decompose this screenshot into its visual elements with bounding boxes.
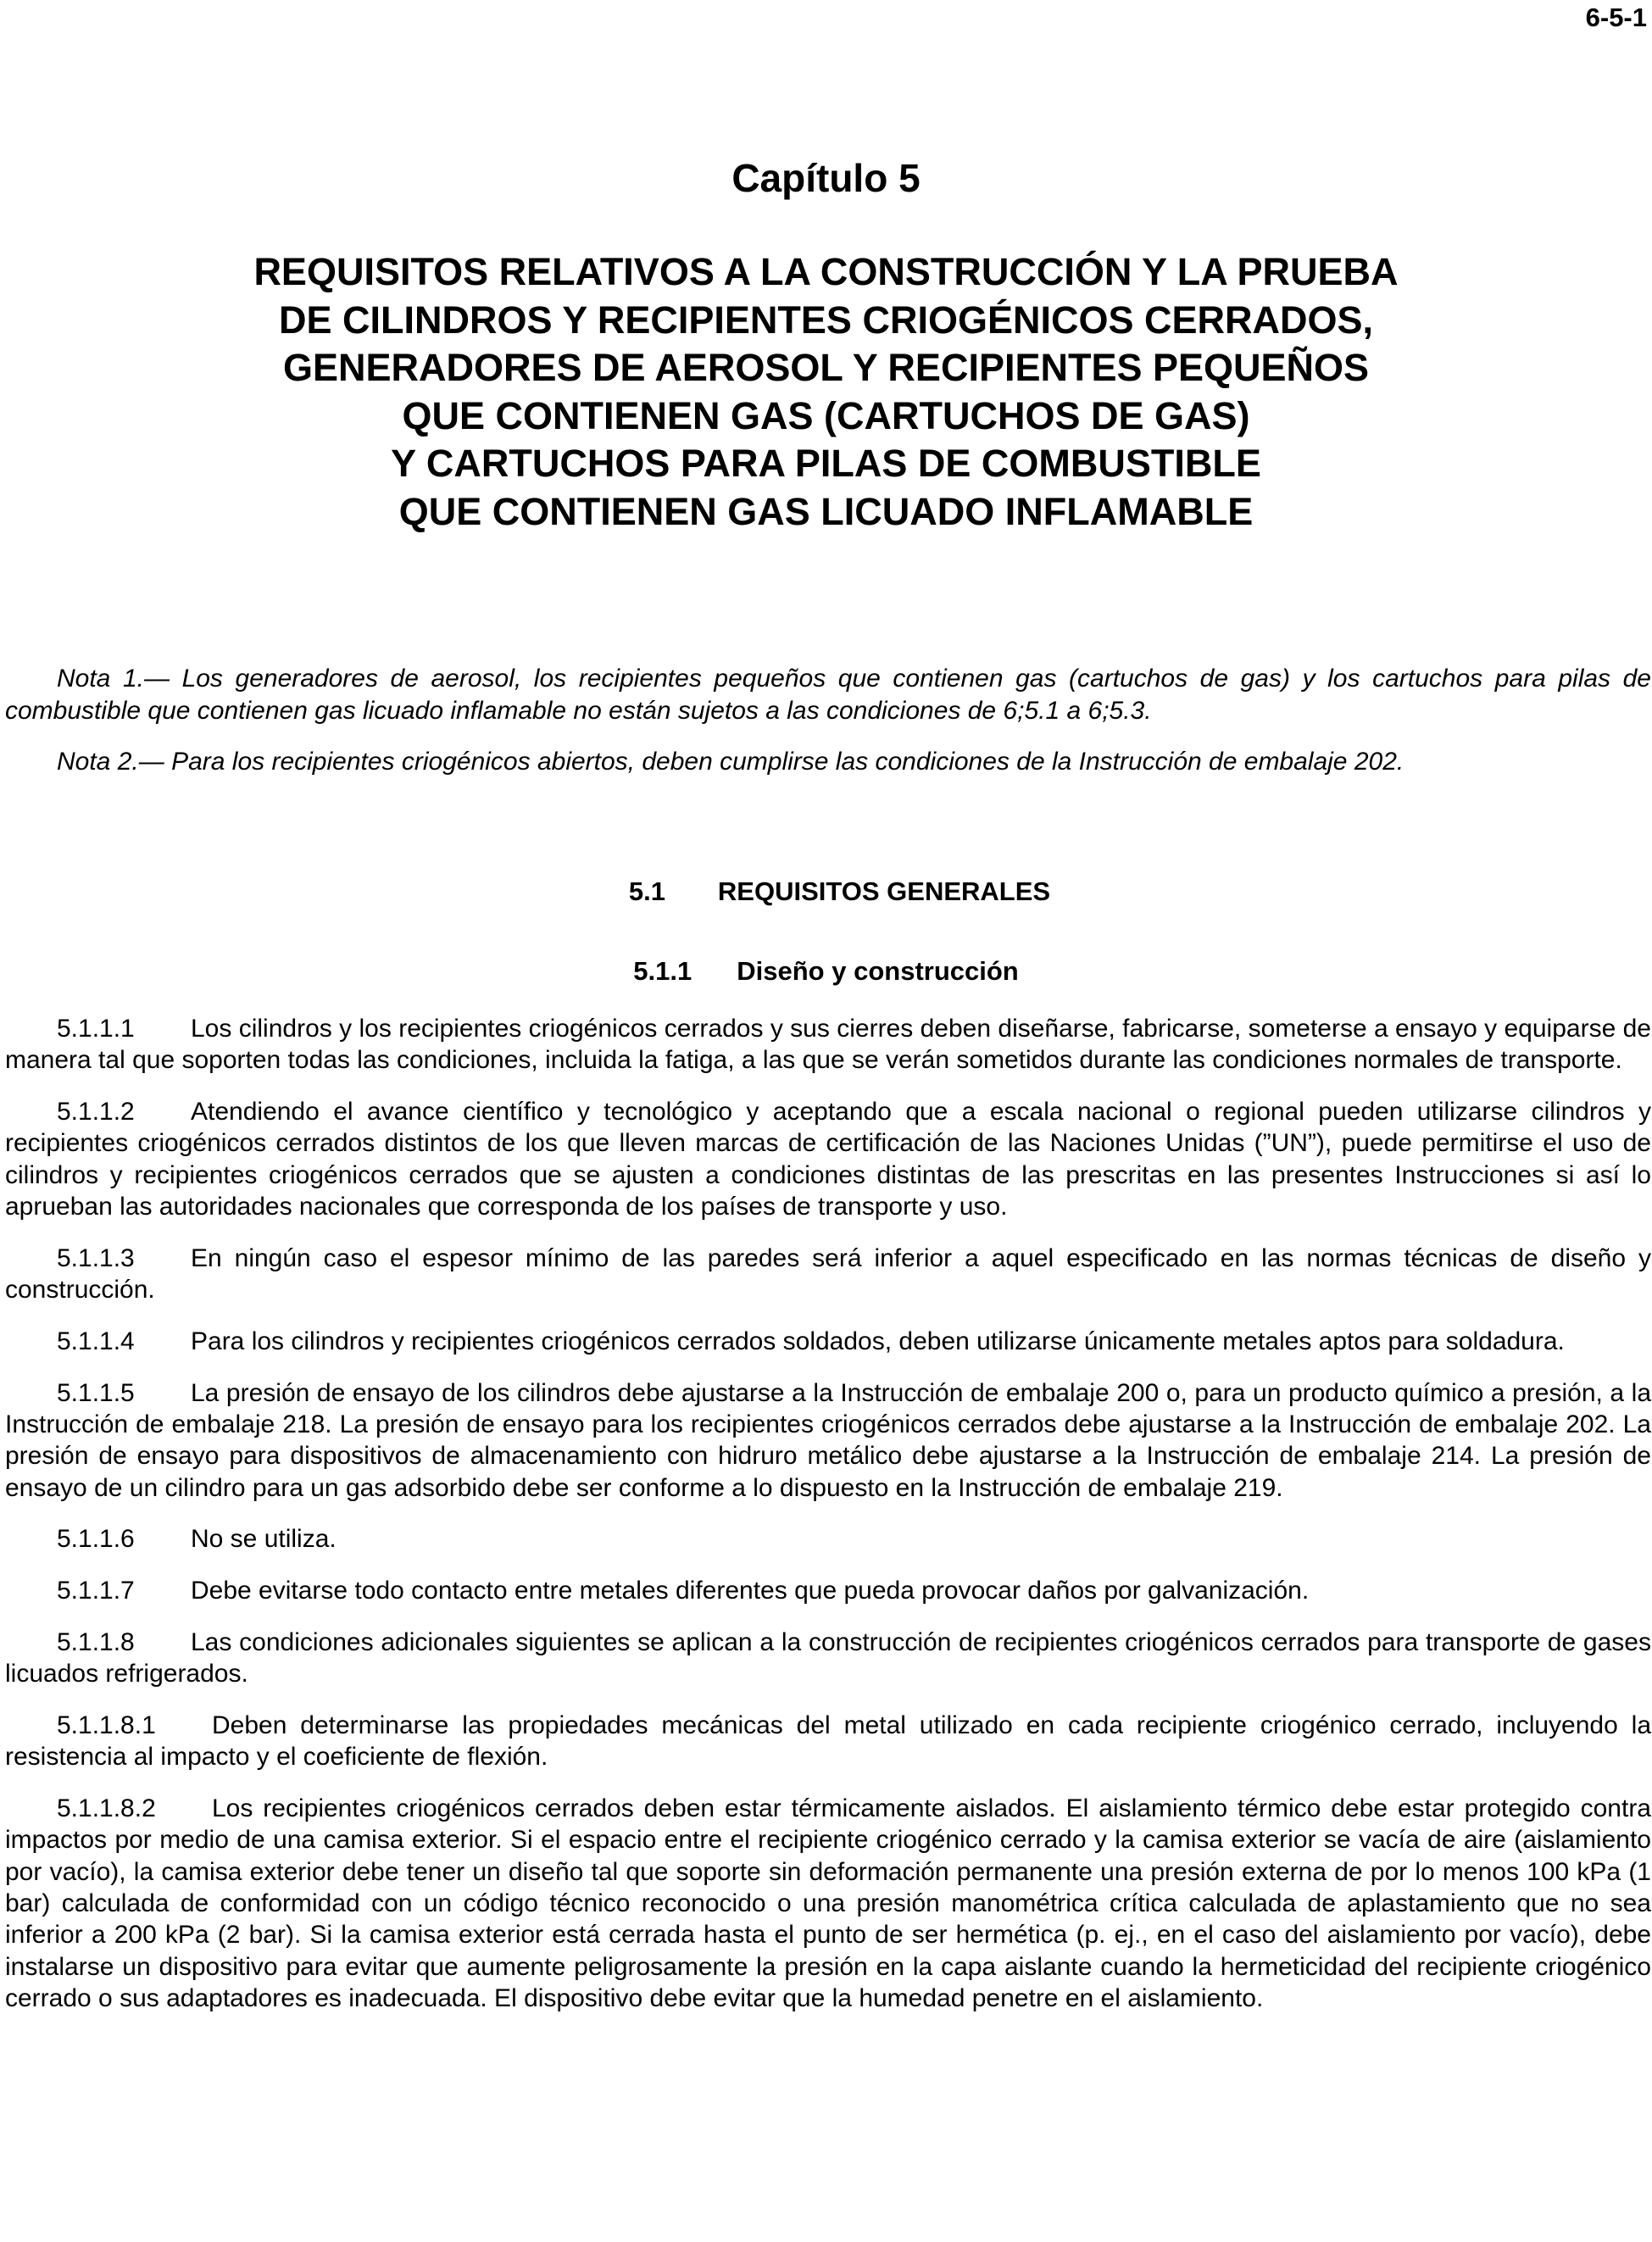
- note-text: Los generadores de aerosol, los recipientes pequeños que contienen gas (cartuchos de gas) y los cartuchos para pilas de combustible que contienen gas licuado inflamable no están sujetos a las condiciones de 6;5.1 a 6;5.3.: [5, 665, 1651, 725]
- note-text: Para los recipientes criogénicos abiertos, deben cumplirse las condiciones de la Instrucción de embalaje 202.: [164, 748, 1404, 776]
- paragraph: [5, 1575, 1651, 1606]
- paragraph-text: Los cilindros y los recipientes criogénicos cerrados y sus cierres deben diseñarse, fabricarse, someterse a ensayo y equiparse de manera tal que soporten todas las condiciones, incluida la fatiga, a las que se verán sometidos durante las condiciones normales de transporte.: [5, 1015, 1651, 1075]
- paragraph-number: 5.1.1.1: [57, 1015, 135, 1043]
- paragraph: [5, 1627, 1651, 1690]
- subsection-number: 5.1.1: [633, 956, 693, 986]
- paragraph: [5, 1710, 1651, 1773]
- paragraph-number: 5.1.1.8.1: [57, 1711, 156, 1740]
- title-line: DE CILINDROS Y RECIPIENTES CRIOGÉNICOS CERRADOS,: [278, 298, 1374, 342]
- subsection-heading: [0, 955, 1652, 987]
- paragraph-number: 5.1.1.8: [57, 1627, 135, 1656]
- paragraph-text: Deben determinarse las propiedades mecánicas del metal utilizado en cada recipiente criogénico cerrado, incluyendo la resistencia al impacto y el coeficiente de flexión.: [5, 1711, 1651, 1772]
- chapter-title: [0, 248, 1652, 536]
- paragraph: [5, 1326, 1651, 1357]
- subsection-title: Diseño y construcción: [737, 956, 1019, 986]
- title-line: Y CARTUCHOS PARA PILAS DE COMBUSTIBLE: [391, 442, 1261, 485]
- paragraph-text: Atendiendo el avance científico y tecnológico y aceptando que a escala nacional o regional pueden utilizarse cilindros y recipientes criogénicos cerrados distintos de los que lleven marcas de certificación de las Naciones Unidas (”UN”), puede permitirse el uso de cilindros y recipientes criogénicos cerrados que se ajusten a condiciones distintas de las prescritas en las presentes Instrucciones si así lo aprueban las autoridades nacionales que corresponda de los países de transporte y uso.: [5, 1098, 1651, 1221]
- paragraph: [5, 1096, 1651, 1222]
- section-number: 5.1: [628, 876, 666, 906]
- paragraph: [5, 1243, 1651, 1306]
- paragraph-text: Los recipientes criogénicos cerrados deben estar térmicamente aislados. El aislamiento térmico debe estar protegido contra impactos por medio de una camisa exterior. Si el espacio entre el recipiente criogénico cerrado y la camisa exterior se vacía de aire (aislamiento por vacío), la camisa exterior debe tener un diseño tal que soporte sin deformación permanente una presión externa de por lo menos 100 kPa (1 bar) calculada de conformidad con un código técnico reconocido o una presión manométrica crítica calculada de aplastamiento que no sea inferior a 200 kPa (2 bar). Si la camisa exterior está cerrada hasta el punto de ser hermética (p. ej., en el caso del aislamiento por vacío), debe instalarse un dispositivo para evitar que aumente peligrosamente la presión en la capa aislante cuando la hermeticidad del recipiente criogénico cerrado o sus adaptadores es inadecuada. El dispositivo debe evitar que la humedad penetre en el aislamiento.: [5, 1794, 1651, 2012]
- paragraph-number: 5.1.1.3: [57, 1243, 135, 1272]
- paragraph-number: 5.1.1.7: [57, 1577, 135, 1605]
- paragraph-text: No se utiliza.: [191, 1525, 337, 1554]
- title-line: GENERADORES DE AEROSOL Y RECIPIENTES PEQUEÑOS: [282, 346, 1370, 389]
- paragraph: [5, 1013, 1651, 1076]
- chapter-heading: Capítulo 5: [731, 156, 921, 200]
- paragraph: [5, 1793, 1651, 2014]
- paragraph-text: Debe evitarse todo contacto entre metales diferentes que pueda provocar daños por galvanización.: [191, 1577, 1310, 1605]
- paragraph-text: Para los cilindros y recipientes criogénicos cerrados soldados, deben utilizarse únicamente metales aptos para soldadura.: [191, 1327, 1565, 1355]
- title-line: REQUISITOS RELATIVOS A LA CONSTRUCCIÓN Y LA PRUEBA: [253, 250, 1399, 293]
- title-line: QUE CONTIENEN GAS LICUADO INFLAMABLE: [398, 489, 1254, 533]
- paragraph: [5, 1523, 1651, 1555]
- paragraph-number: 5.1.1.4: [57, 1327, 135, 1355]
- paragraph-number: 5.1.1.8.2: [57, 1794, 156, 1823]
- note-2: [5, 746, 1651, 778]
- paragraph-number: 5.1.1.2: [57, 1098, 135, 1127]
- note-label: Nota 2.—: [57, 748, 164, 776]
- paragraph: [5, 1377, 1651, 1504]
- paragraph-text: Las condiciones adicionales siguientes se aplican a la construcción de recipientes criogénicos cerrados para transporte de gases licuados refrigerados.: [5, 1627, 1651, 1688]
- section-heading: [0, 876, 1652, 908]
- note-1: [5, 663, 1651, 726]
- page-number: 6-5-1: [1585, 3, 1647, 32]
- body-text: [5, 1013, 1651, 2034]
- notes-block: [5, 663, 1651, 798]
- paragraph-number: 5.1.1.6: [57, 1525, 135, 1554]
- paragraph-text: La presión de ensayo de los cilindros debe ajustarse a la Instrucción de embalaje 200 o, para un producto químico a presión, a la Instrucción de embalaje 218. La presión de ensayo para los recipientes criogénicos cerrados debe ajustarse a la Instrucción de embalaje 202. La presión de ensayo para dispositivos de almacenamiento con hidruro metálico debe ajustarse a la Instrucción de embalaje 214. La presión de ensayo de un cilindro para un gas adsorbido debe ser conforme a lo dispuesto en la Instrucción de embalaje 219.: [5, 1378, 1651, 1502]
- note-label: Nota 1.—: [57, 665, 170, 693]
- title-line: QUE CONTIENEN GAS (CARTUCHOS DE GAS): [402, 393, 1250, 437]
- paragraph-number: 5.1.1.5: [57, 1378, 135, 1407]
- paragraph-text: En ningún caso el espesor mínimo de las paredes será inferior a aquel especificado en las normas técnicas de diseño y construcción.: [5, 1243, 1651, 1305]
- section-title: REQUISITOS GENERALES: [717, 876, 1051, 906]
